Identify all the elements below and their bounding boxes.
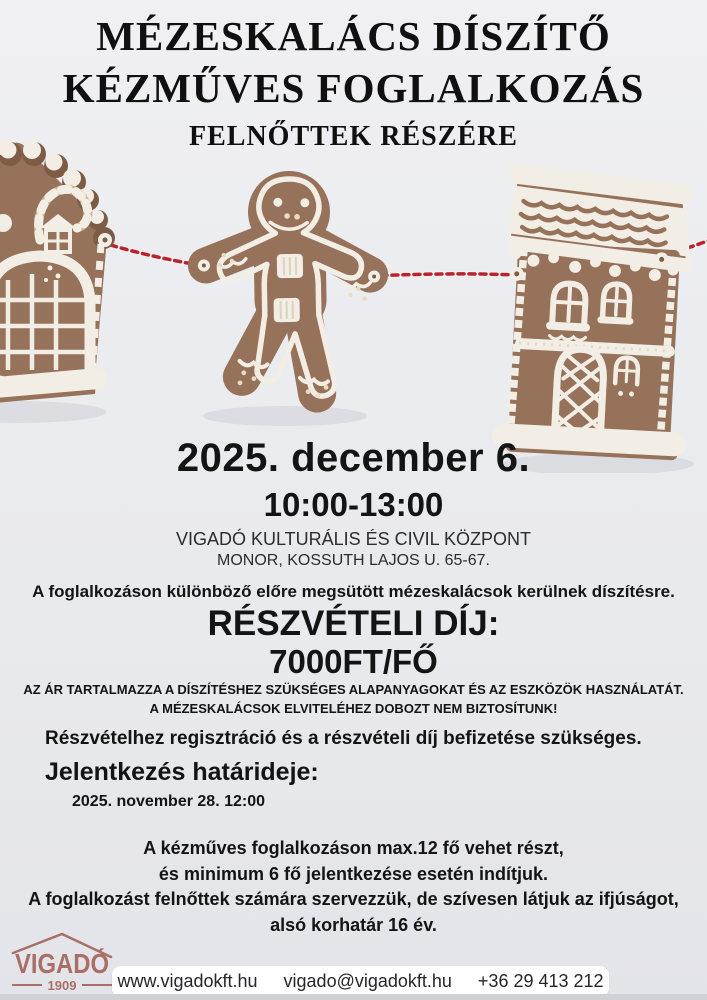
twine-string-middle [370, 274, 518, 276]
event-date: 2025. december 6. [176, 436, 531, 480]
event-address: MONOR, KOSSUTH LAJOS U. 65-67. [217, 552, 490, 569]
event-venue: VIGADÓ KULTURÁLIS ÉS CIVIL KÖZPONT [175, 529, 532, 549]
capacity-line-2: és minimum 6 fő jelentkezése esetén indítjuk. [158, 863, 549, 884]
event-time: 10:00-13:00 [263, 486, 444, 523]
logo-year: 1909 [47, 978, 77, 993]
fee-amount: 7000FT/FŐ [269, 643, 438, 680]
gingerbread-house-left [0, 136, 115, 406]
vigado-logo [8, 928, 116, 996]
poster-title-line1: MÉZESKALÁCS DÍSZÍTŐ [96, 13, 611, 59]
email: vigado@vigadokft.hu [283, 971, 452, 991]
gingerbread-garland-illustration [0, 128, 707, 473]
capacity-line-3: A foglalkozást felnőttek számára szervezzük, de szívesen látjuk az ifjúságot, [28, 889, 679, 909]
poster-subtitle: FELNŐTTEK RÉSZÉRE [189, 121, 518, 152]
phone: +36 29 413 212 [477, 971, 604, 991]
logo-year-row [12, 978, 112, 993]
fee-note-line1: AZ ÁR TARTALMAZZA A DÍSZÍTÉSHEZ SZÜKSÉGES ALAPANYAGOKAT ÉS AZ ESZKÖZÖK HASZNÁLATÁT. [23, 682, 684, 697]
registration-note: Részvételhez regisztráció és a részvételi díj befizetése szükséges. [45, 728, 642, 749]
capacity-line-1: A kézműves foglalkozáson max.12 fő vehet részt, [143, 838, 564, 858]
deadline-date: 2025. november 28. 12:00 [72, 793, 266, 810]
website: www.vigadokft.hu [117, 971, 258, 991]
deadline-heading: Jelentkezés határideje: [45, 758, 319, 786]
capacity-note [0, 836, 707, 938]
gingerbread-house-right [491, 163, 700, 461]
gingerbread-man [196, 169, 382, 400]
intro-note: A foglalkozáson különböző előre megsütött mézeskalácsok kerülnek díszítésre. [32, 582, 675, 601]
capacity-line-4: alsó korhatár 16 év. [270, 914, 437, 935]
fee-heading: RÉSZVÉTELI DÍJ: [207, 604, 500, 643]
table-edge [0, 994, 707, 1000]
fee-note-line2: A MÉZESKALÁCSOK ELVITELÉHEZ DOBOZT NEM BIZTOSÍTUNK! [149, 701, 558, 716]
contact-bar [112, 966, 609, 997]
logo-text: VIGADÓ [15, 948, 109, 979]
poster-title-line2: KÉZMŰVES FOGLALKOZÁS [62, 65, 645, 111]
